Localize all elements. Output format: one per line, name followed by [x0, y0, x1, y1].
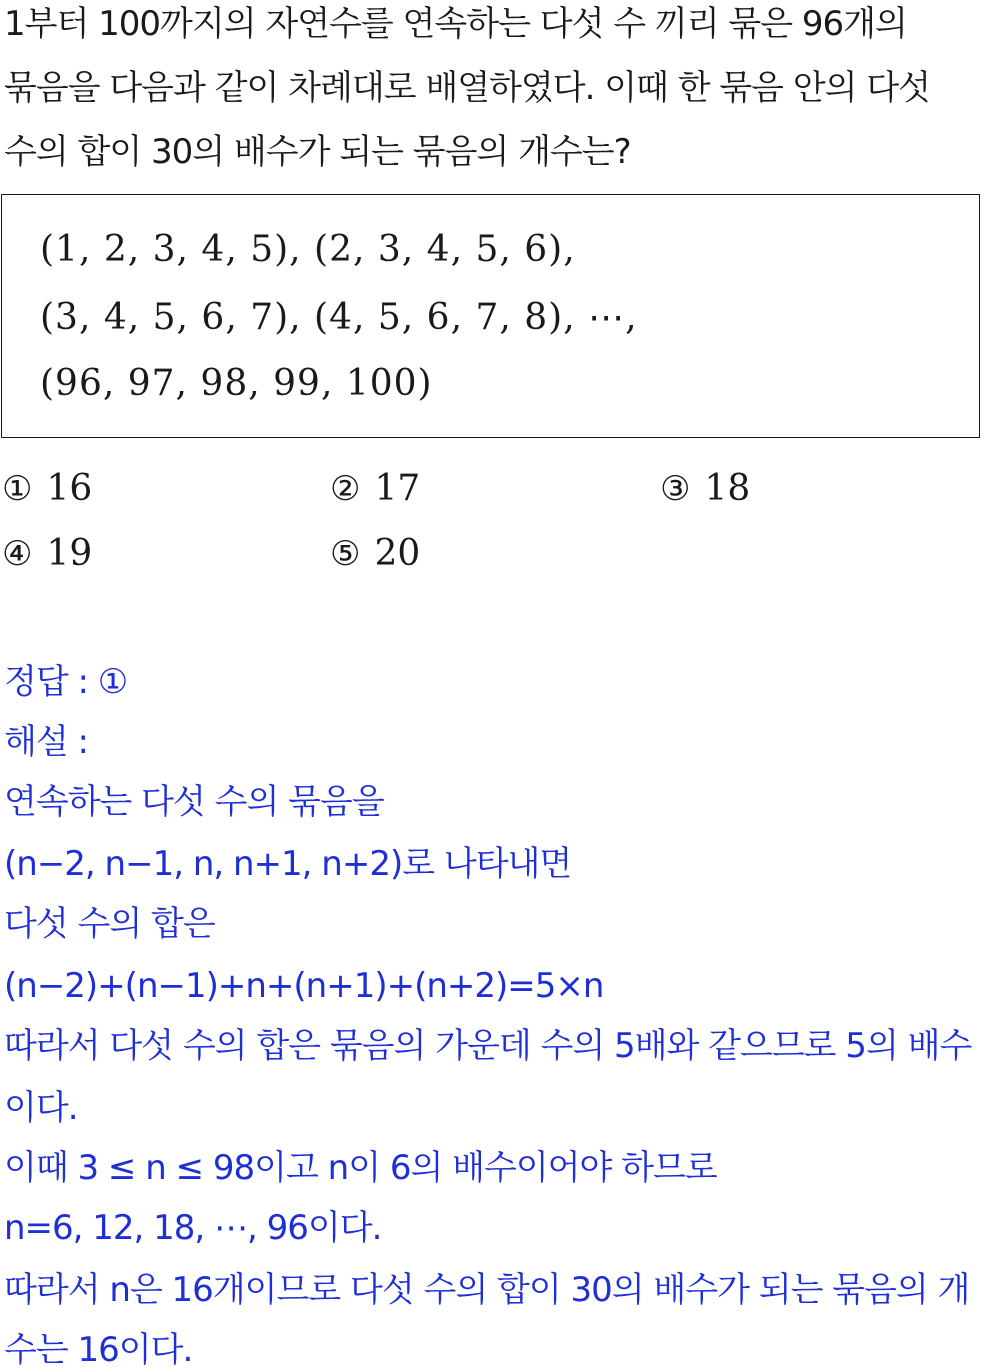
explanation-line-2: (n−2, n−1, n, n+1, n+2)로 나타내면 [4, 844, 572, 884]
choice-5[interactable] [330, 531, 420, 577]
explanation-line-4: (n−2)+(n−1)+n+(n+1)+(n+2)=5×n [4, 966, 604, 1006]
explanation-line-3: 다섯 수의 합은 [4, 904, 215, 944]
sequence-line-3: (96, 97, 98, 99, 100) [40, 363, 433, 404]
choice-5-value: 20 [374, 533, 421, 574]
sequence-line-1: (1, 2, 3, 4, 5), (2, 3, 4, 5, 6), [40, 229, 576, 270]
choice-2-mark: ② [330, 469, 361, 509]
explanation-line-1: 연속하는 다섯 수의 묶음을 [4, 782, 384, 822]
explanation-line-6: 이다. [4, 1088, 78, 1128]
answer-label: 정답 : ① [4, 662, 128, 702]
explanation-line-10: 수는 16이다. [4, 1330, 193, 1370]
sequence-box [1, 194, 980, 438]
explanation-line-5: 따라서 다섯 수의 합은 묶음의 가운데 수의 5배와 같으므로 5의 배수 [4, 1026, 972, 1066]
explanation-label: 해설 : [4, 722, 88, 762]
explanation-line-9: 따라서 n은 16개이므로 다섯 수의 합이 30의 배수가 되는 묶음의 개 [4, 1270, 970, 1310]
choice-1[interactable] [2, 466, 92, 512]
choice-5-mark: ⑤ [330, 534, 361, 574]
choice-4-mark: ④ [2, 534, 33, 574]
choice-1-value: 16 [46, 468, 93, 509]
choice-4-value: 19 [46, 533, 93, 574]
choice-1-mark: ① [2, 469, 33, 509]
choice-3-mark: ③ [660, 469, 691, 509]
explanation-line-8: n=6, 12, 18, ⋯, 96이다. [4, 1208, 382, 1248]
question-line-3: 수의 합이 30의 배수가 되는 묶음의 개수는? [4, 132, 631, 172]
choice-4[interactable] [2, 531, 92, 577]
choice-3[interactable] [660, 466, 750, 512]
choice-3-value: 18 [704, 468, 751, 509]
question-line-2: 묶음을 다음과 같이 차례대로 배열하였다. 이때 한 묶음 안의 다섯 [4, 68, 931, 108]
choice-2-value: 17 [374, 468, 421, 509]
question-line-1: 1부터 100까지의 자연수를 연속하는 다섯 수 끼리 묶은 96개의 [4, 4, 907, 44]
choice-2[interactable] [330, 466, 420, 512]
explanation-line-7: 이때 3 ≤ n ≤ 98이고 n이 6의 배수이어야 하므로 [4, 1148, 717, 1188]
sequence-line-2: (3, 4, 5, 6, 7), (4, 5, 6, 7, 8), ⋯, [40, 297, 638, 338]
